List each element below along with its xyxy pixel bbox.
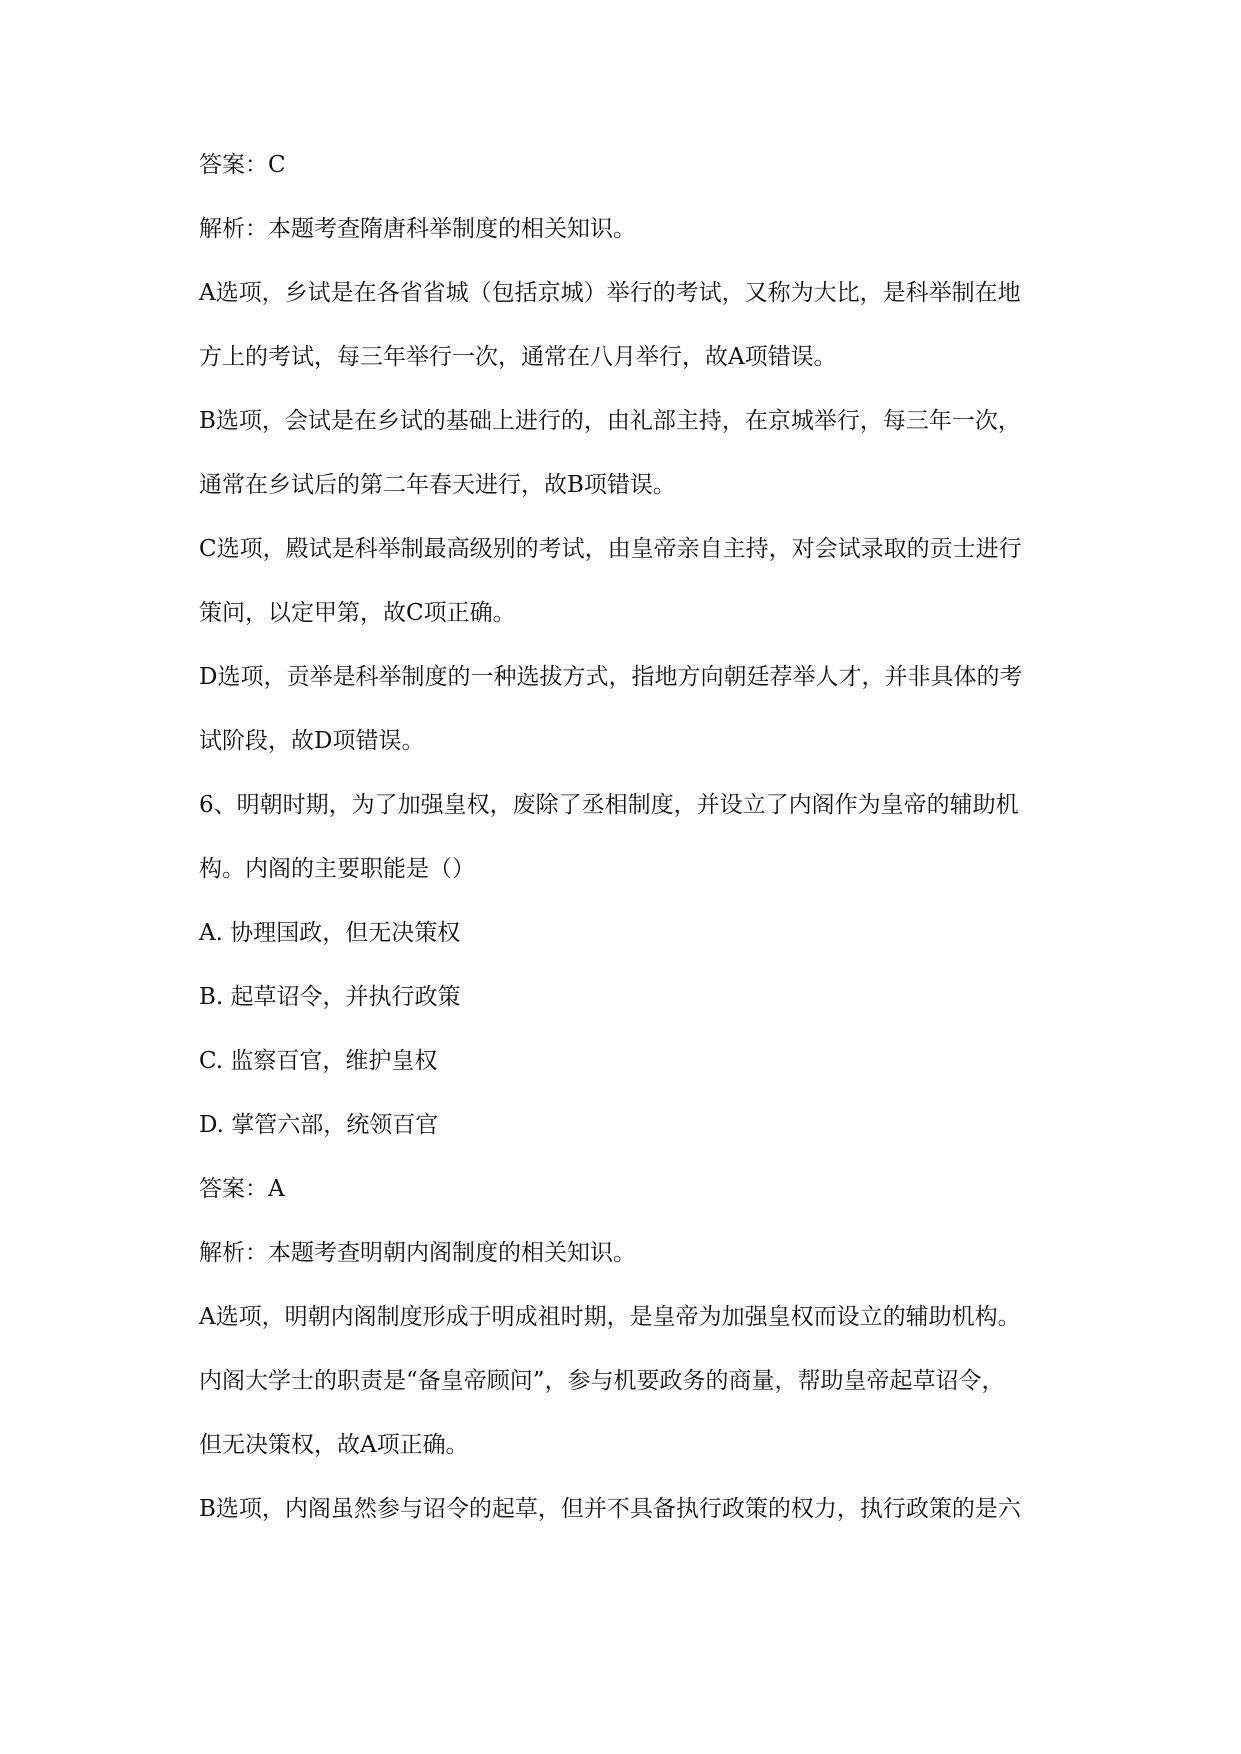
option-d-analysis-line-2: 试阶段，故D项错误。 [199, 728, 425, 754]
option-a-analysis-line-2: 内阁大学士的职责是“备皇帝顾问”，参与机要政务的商量，帮助皇帝起草诏令， [199, 1368, 1005, 1394]
question-6-line-2: 构。内阁的主要职能是（） [199, 856, 475, 882]
option-a-analysis-line-2: 方上的考试，每三年举行一次，通常在八月举行，故A项错误。 [199, 344, 837, 370]
option-b-analysis-line-1: B选项，内阁虽然参与诏令的起草，但并不具备执行政策的权力，执行政策的是六 [199, 1496, 1021, 1522]
analysis-line: 解析：本题考查隋唐科举制度的相关知识。 [199, 216, 636, 242]
answer-line: 答案：C [199, 152, 286, 178]
analysis-line: 解析：本题考查明朝内阁制度的相关知识。 [199, 1240, 636, 1266]
choice-d: D. 掌管六部，统领百官 [199, 1112, 439, 1138]
option-a-analysis-line-1: A选项，乡试是在各省省城（包括京城）举行的考试，又称为大比，是科举制在地 [199, 280, 1021, 306]
option-d-analysis-line-1: D选项，贡举是科举制度的一种选拔方式，指地方向朝廷荐举人才，并非具体的考 [199, 664, 1023, 690]
answer-line: 答案：A [199, 1176, 285, 1202]
option-b-analysis-line-1: B选项，会试是在乡试的基础上进行的，由礼部主持，在京城举行，每三年一次， [199, 408, 1021, 434]
option-c-analysis-line-2: 策问，以定甲第，故C项正确。 [199, 600, 516, 626]
choice-c: C. 监察百官，维护皇权 [199, 1048, 438, 1074]
option-a-analysis-line-3: 但无决策权，故A项正确。 [199, 1432, 469, 1458]
choice-b: B. 起草诏令，并执行政策 [199, 984, 461, 1010]
choice-a: A. 协理国政，但无决策权 [199, 920, 461, 946]
option-b-analysis-line-2: 通常在乡试后的第二年春天进行，故B项错误。 [199, 472, 676, 498]
option-a-analysis-line-1: A选项，明朝内阁制度形成于明成祖时期，是皇帝为加强皇权而设立的辅助机构。 [199, 1304, 1021, 1330]
option-c-analysis-line-1: C选项，殿试是科举制最高级别的考试，由皇帝亲自主持，对会试录取的贡士进行 [199, 536, 1022, 562]
question-6-line-1: 6、明朝时期，为了加强皇权，废除了丞相制度，并设立了内阁作为皇帝的辅助机 [199, 792, 1019, 818]
